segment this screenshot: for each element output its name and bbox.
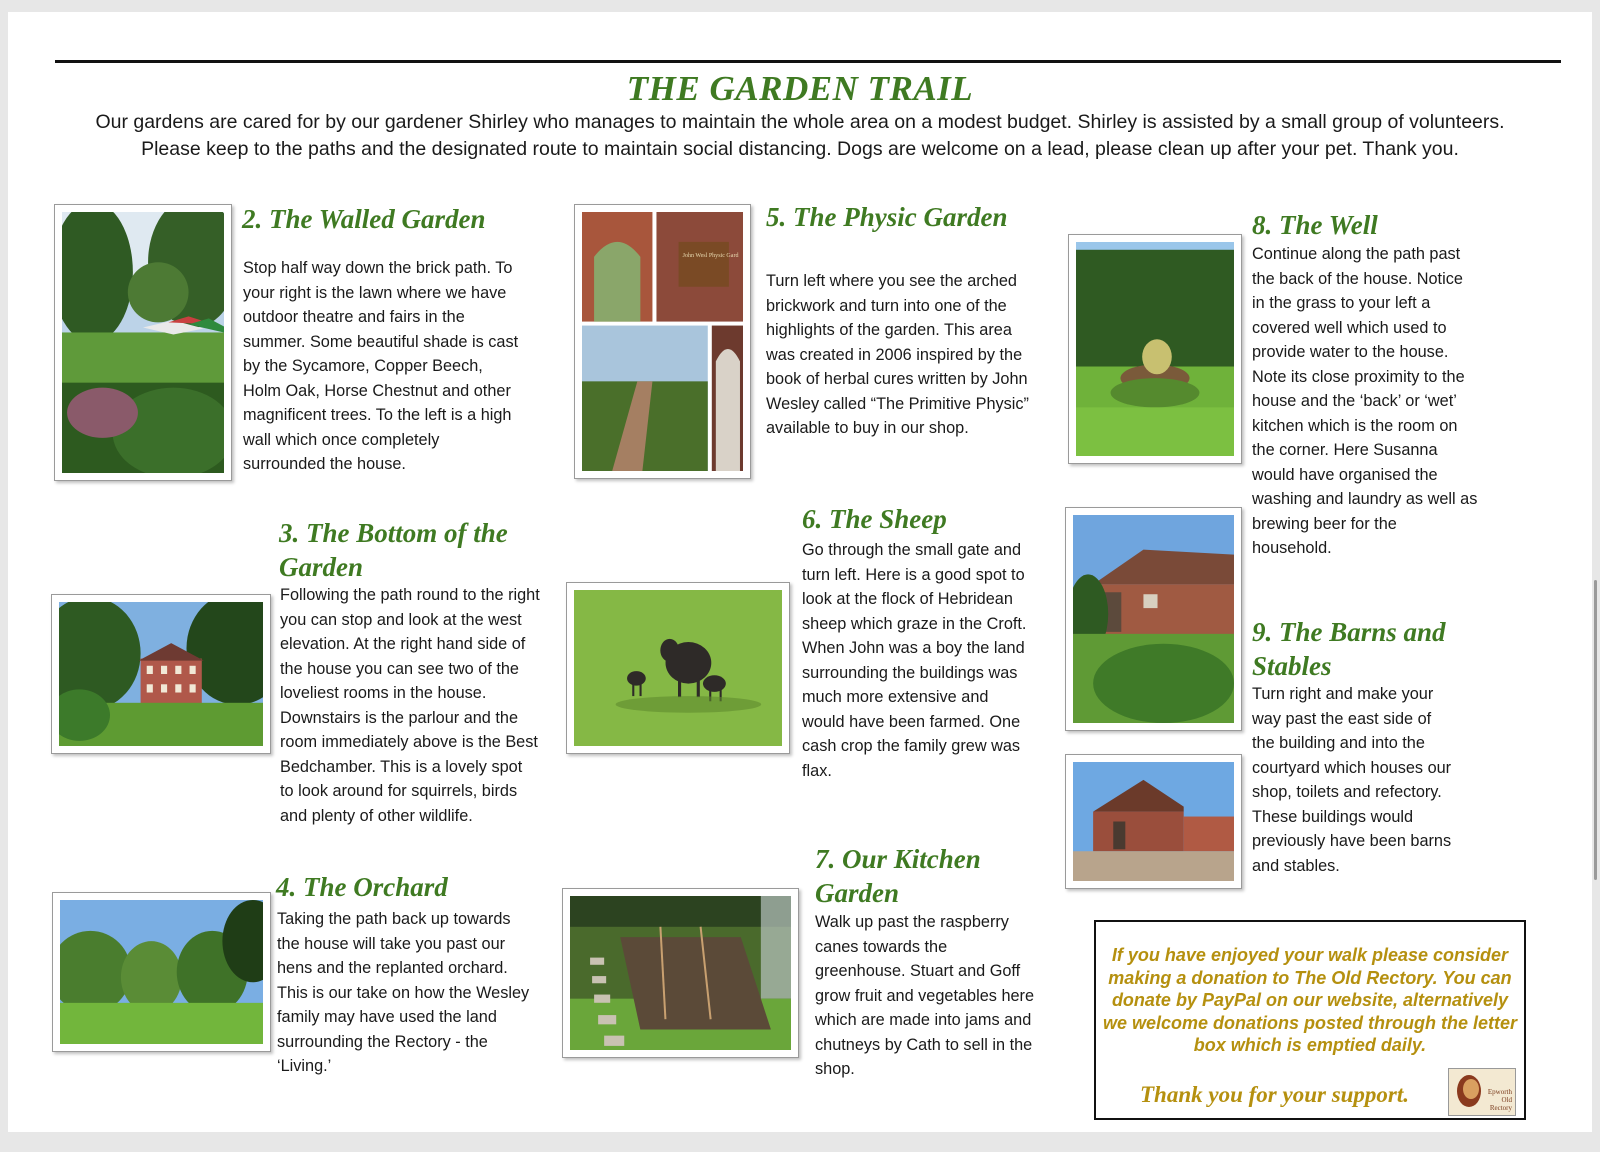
- bottom-of-garden-heading: 3. The Bottom of the Garden: [279, 518, 508, 582]
- bottom-of-garden-photo: [51, 594, 271, 754]
- well-photo: [1068, 234, 1242, 464]
- scrollbar[interactable]: [1594, 580, 1597, 880]
- sheep-heading: 6. The Sheep: [802, 504, 947, 534]
- well-heading: 8. The Well: [1252, 210, 1378, 240]
- donation-text: If you have enjoyed your walk please consider making a donation to The Old Rectory. You can donate by PayPal on our website, alternatively we welcome donations posted through the letter box which is emptied daily.: [1102, 945, 1518, 1055]
- bottom-of-garden-text: Following the path round to the right you can stop and look at the west elevation. At the right hand side of the house you can see two of the loveliest rooms in the house. Downstairs is the parlour and the room immediately above is the Best Bedchamber. This is a lovely spot to look around for squirrels, birds and plenty of other wildlife.: [280, 586, 540, 825]
- barns-photo: [1065, 507, 1242, 731]
- orchard-photo: [52, 892, 271, 1052]
- orchard-heading: 4. The Orchard: [276, 872, 448, 902]
- physic-garden-photo: [574, 204, 751, 479]
- physic-garden-text: Turn left where you see the arched brickwork and turn into one of the highlights of the garden. This area was created in 2006 inspired by the book of herbal cures written by John Wesley called “The Primitive Physic” available to buy in our shop.: [766, 272, 1029, 437]
- garden-trail-page: [8, 12, 1592, 1132]
- walled-garden-text: Stop half way down the brick path. To your right is the lawn where we have outdoor theatre and fairs in the summer. Some beautiful shade is cast by the Sycamore, Copper Beech, Holm Oak, Horse Chestnut and other magnificent trees. To the left is a high wall which once completely surrounded the house.: [243, 259, 519, 473]
- stables-photo: [1065, 754, 1242, 889]
- kitchen-garden-heading: 7. Our Kitchen Garden: [815, 844, 981, 908]
- logo-text: Epworth Old Rectory: [1487, 1088, 1512, 1112]
- donation-thanks: Thank you for your support.: [1140, 1082, 1410, 1107]
- physic-plaque-text: John Wesl Physic Gard: [682, 252, 739, 259]
- walled-garden-photo: [54, 204, 232, 481]
- page-title: THE GARDEN TRAIL: [626, 69, 974, 108]
- sheep-photo: [566, 582, 790, 754]
- well-text: Continue along the path past the back of the house. Notice in the grass to your left a covered well which used to provide water to the house. Note its close proximity to the house and the ‘back’ or ‘wet’ kitchen which is the room on the corner. Here Susanna would have organised the washing and laundry as well as brewing beer for the household.: [1252, 245, 1478, 557]
- barns-text: Turn right and make your way past the east side of the building and into the courtyard which houses our shop, toilets and refectory. These buildings would previously have been barns and stables.: [1252, 685, 1452, 875]
- barns-heading: 9. The Barns and Stables: [1252, 617, 1446, 681]
- sheep-text: Go through the small gate and turn left. Here is a good spot to look at the flock of Hebridean sheep which graze in the Croft. When John was a boy the land surrounding the buildings was much more extensive and would have been farmed. One cash crop the family grew was flax.: [802, 541, 1027, 780]
- intro-text: Our gardens are cared for by our gardener Shirley who manages to maintain the whole area on a modest budget. Shirley is assisted by a small group of volunteers. Please keep to the paths and the designated route to maintain social distancing. Dogs are welcome on a lead, please clean up after your pet. Thank you.: [95, 111, 1505, 160]
- physic-garden-heading: 5. The Physic Garden: [766, 202, 1008, 232]
- walled-garden-heading: 2. The Walled Garden: [242, 204, 486, 234]
- donation-box: [1094, 920, 1526, 1120]
- kitchen-garden-text: Walk up past the raspberry canes towards the greenhouse. Stuart and Goff grow fruit and vegetables here which are made into jams and chutneys by Cath to sell in the shop.: [815, 913, 1035, 1078]
- orchard-text: Taking the path back up towards the house will take you past our hens and the replanted orchard. This is our take on how the Wesley family may have used the land surrounding the Rectory - the ‘Living.’: [277, 910, 530, 1075]
- old-rectory-logo: [1448, 1068, 1516, 1116]
- top-rule: [55, 60, 1561, 63]
- kitchen-garden-photo: [562, 888, 799, 1058]
